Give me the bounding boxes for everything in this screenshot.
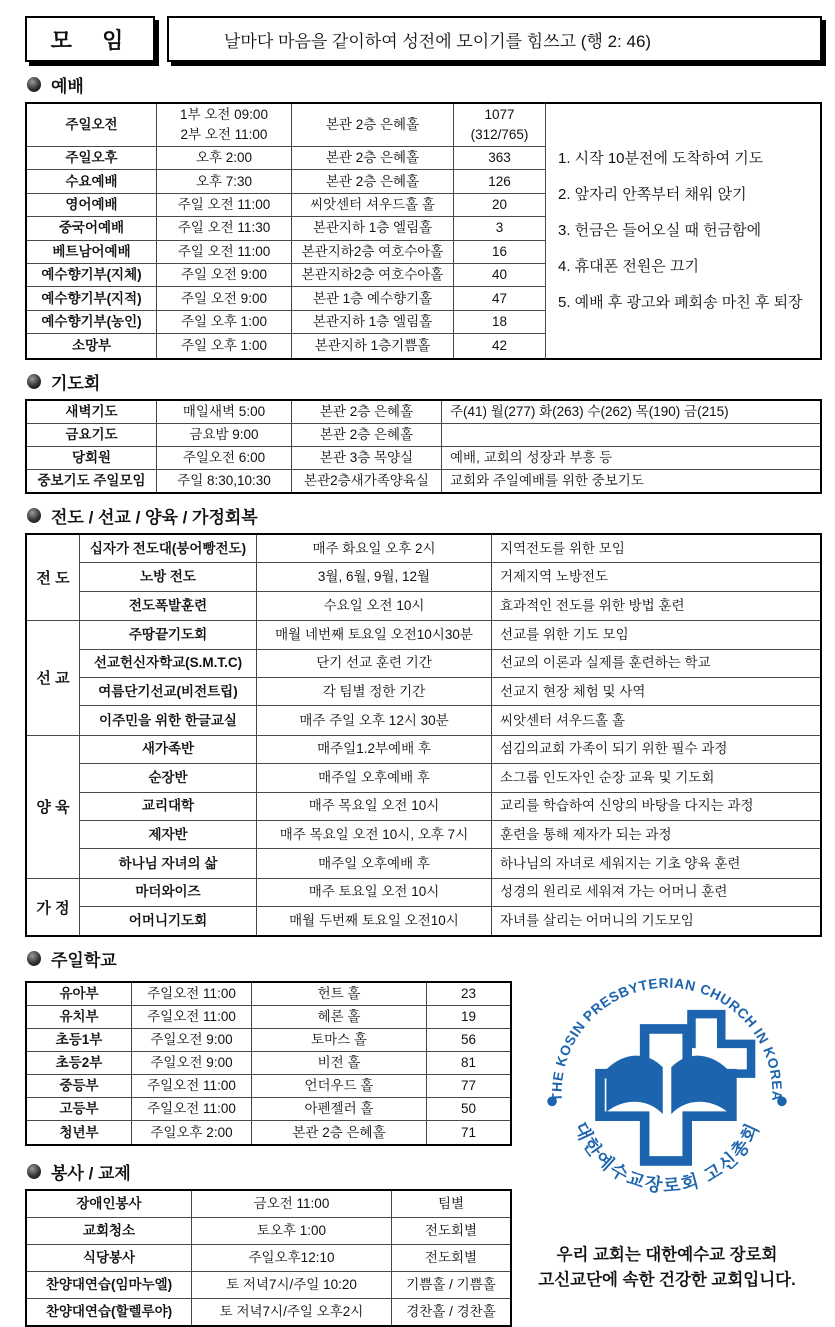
table-cell: 56 xyxy=(460,1032,477,1048)
section-header-ministry xyxy=(27,503,822,528)
table-row xyxy=(27,470,820,493)
table-row xyxy=(27,194,545,217)
table-row xyxy=(27,1191,510,1218)
table-cell: 매주일1.2부예배 후 xyxy=(257,736,492,763)
table-row xyxy=(27,1075,510,1098)
table-cell: 본관 2층 은혜홀 xyxy=(292,401,442,423)
table-cell: 40 xyxy=(491,267,508,283)
logo-arc-top-text: THE KOSIN PRESBYTERIAN CHURCH IN KOREA xyxy=(548,975,786,1103)
table-cell: 1077 (312/765) xyxy=(470,107,529,142)
table-cell: 1부 오전 09:00 2부 오전 11:00 xyxy=(157,104,292,146)
table-cell: 비전 홀 xyxy=(252,1052,427,1074)
table-row xyxy=(27,983,510,1006)
table-cell: 교회와 주일예배를 위한 중보기도 xyxy=(450,472,644,488)
table-row xyxy=(27,1098,510,1121)
table-row xyxy=(27,334,545,357)
table-row xyxy=(80,592,820,620)
section-title: 봉사 / 교제 xyxy=(51,1164,131,1184)
ministry-group-family xyxy=(27,879,820,936)
table-cell: 거제지역 노방전도 xyxy=(500,569,609,585)
table-cell: 2. 앞자리 안쪽부터 채워 앉기 xyxy=(558,185,747,203)
table-cell: 주일 오후 1:00 xyxy=(157,334,292,357)
table-row xyxy=(80,849,820,877)
table-cell: 어머니기도회 xyxy=(80,907,257,935)
table-row xyxy=(546,177,820,213)
table-cell: 19 xyxy=(460,1009,477,1025)
table-cell xyxy=(442,424,820,446)
bottom-area xyxy=(25,937,822,1327)
table-cell: 주일 오전 9:00 xyxy=(157,264,292,286)
table-cell: 중보기도 주일모임 xyxy=(27,470,157,493)
header xyxy=(25,16,822,62)
table-cell: 예배, 교회의 성장과 부흥 등 xyxy=(450,449,613,465)
table-cell: 교리를 학습하여 신앙의 바탕을 다지는 과정 xyxy=(500,798,754,814)
table-cell: 본관 3층 목양실 xyxy=(292,447,442,469)
table-cell: 제자반 xyxy=(80,821,257,848)
service-table xyxy=(25,1189,512,1327)
table-row xyxy=(80,650,820,678)
table-cell: 청년부 xyxy=(27,1121,132,1144)
table-cell: 본관2층새가족양육실 xyxy=(292,470,442,493)
table-cell: 교리대학 xyxy=(80,793,257,820)
table-cell: 유아부 xyxy=(27,983,132,1005)
table-cell: 각 팀별 정한 기간 xyxy=(257,678,492,705)
table-cell: 새벽기도 xyxy=(27,401,157,423)
logo-caption-line: 고신교단에 속한 건강한 교회입니다. xyxy=(538,1271,796,1290)
table-cell: 주일오전 11:00 xyxy=(132,1098,252,1120)
table-cell: 고등부 xyxy=(27,1098,132,1120)
table-cell: 중국어예배 xyxy=(27,217,157,239)
table-cell: 토마스 홀 xyxy=(252,1029,427,1051)
table-row xyxy=(27,264,545,287)
table-cell: 이주민을 위한 한글교실 xyxy=(80,706,257,734)
table-cell: 3. 헌금은 들어오실 때 헌금함에 xyxy=(558,221,762,239)
table-cell: 아펜젤러 홀 xyxy=(252,1098,427,1120)
table-cell: 기쁨홀 / 기쁨홀 xyxy=(406,1276,496,1292)
table-cell: 찬양대연습(할렐루야) xyxy=(27,1299,192,1326)
table-row xyxy=(27,1029,510,1052)
table-cell: 주일오전 xyxy=(27,104,157,146)
table-row xyxy=(27,1245,510,1272)
sunday-school-table xyxy=(25,981,512,1146)
table-cell: 선교의 이론과 실제를 훈련하는 학교 xyxy=(500,655,711,671)
verse-text: 날마다 마음을 같이하여 성전에 모이기를 힘쓰고 (행 2: 46) xyxy=(167,16,822,62)
table-row xyxy=(27,1052,510,1075)
table-cell: 5. 예배 후 광고와 폐회송 마친 후 퇴장 xyxy=(558,293,803,311)
table-cell: 주일오후 xyxy=(27,147,157,169)
table-cell: 주땅끝기도회 xyxy=(80,621,257,648)
table-cell: 오후 2:00 xyxy=(157,147,292,169)
section-title: 기도회 xyxy=(51,373,101,393)
table-cell: 예수향기부(농인) xyxy=(27,311,157,333)
table-cell: 씨앗센터 셔우드홀 홀 xyxy=(500,712,625,728)
table-cell: 본관지하 1층 엘림홀 xyxy=(292,311,454,333)
table-cell: 씨앗센터 셔우드홀 홀 xyxy=(292,194,454,216)
table-cell: 당회원 xyxy=(27,447,157,469)
table-cell: 주일 오전 11:00 xyxy=(157,241,292,263)
table-row xyxy=(27,147,545,170)
table-cell: 본관 2층 은혜홀 xyxy=(292,147,454,169)
table-row xyxy=(27,217,545,240)
group-label: 전 도 xyxy=(27,535,80,620)
table-row xyxy=(27,1218,510,1245)
table-cell: 선교를 위한 기도 모임 xyxy=(500,626,629,642)
table-cell: 선교지 현장 체험 및 사역 xyxy=(500,683,646,699)
table-cell: 3 xyxy=(495,220,504,236)
table-cell: 본관지하2층 여호수아홀 xyxy=(292,264,454,286)
table-row xyxy=(546,249,820,285)
table-cell: 노방 전도 xyxy=(80,563,257,590)
table-cell: 주일 오전 9:00 xyxy=(157,287,292,309)
section-bullet-icon xyxy=(27,951,41,966)
table-cell: 본관지하 1층 엘림홀 xyxy=(292,217,454,239)
table-cell: 전도회별 xyxy=(424,1249,478,1265)
table-cell: 금요기도 xyxy=(27,424,157,446)
table-cell: 훈련을 통해 제자가 되는 과정 xyxy=(500,826,672,842)
table-row xyxy=(80,678,820,706)
table-cell: 매주 토요일 오전 10시 xyxy=(257,879,492,906)
group-label: 양 육 xyxy=(27,736,80,878)
table-cell: 47 xyxy=(491,290,508,306)
table-cell: 예수향기부(지체) xyxy=(27,264,157,286)
table-cell: 선교헌신자학교(S.M.T.C) xyxy=(80,650,257,677)
table-cell: 본관 2층 은혜홀 xyxy=(292,170,454,192)
table-row xyxy=(27,241,545,264)
table-cell: 주일오후 2:00 xyxy=(132,1121,252,1144)
table-cell: 주일 오전 11:00 xyxy=(157,194,292,216)
table-row xyxy=(546,285,820,321)
table-cell: 새가족반 xyxy=(80,736,257,763)
table-cell: 주일오전 9:00 xyxy=(132,1029,252,1051)
table-cell: 본관지하 1층기쁨홀 xyxy=(292,334,454,357)
table-cell: 전도폭발훈련 xyxy=(80,592,257,620)
table-cell: 토 저녁7시/주일 오후2시 xyxy=(192,1299,392,1326)
table-row xyxy=(546,141,820,177)
section-title: 예배 xyxy=(51,77,84,96)
table-cell: 예수향기부(지적) xyxy=(27,287,157,309)
table-row xyxy=(27,1299,510,1326)
worship-section xyxy=(25,102,822,360)
table-cell: 매주 목요일 오전 10시 xyxy=(257,793,492,820)
table-cell: 42 xyxy=(491,337,508,353)
table-row xyxy=(80,535,820,563)
worship-table xyxy=(25,102,545,360)
table-cell: 섬김의교회 가족이 되기 위한 필수 과정 xyxy=(500,741,728,757)
section-bullet-icon xyxy=(27,1164,41,1179)
table-cell: 매주일 오후예배 후 xyxy=(257,849,492,877)
section-title: 주일학교 xyxy=(51,951,117,971)
table-row xyxy=(546,213,820,249)
table-row xyxy=(80,563,820,591)
table-cell: 찬양대연습(임마누엘) xyxy=(27,1272,192,1298)
table-cell: 매일새벽 5:00 xyxy=(157,401,292,423)
table-cell: 363 xyxy=(488,150,511,166)
group-rows xyxy=(80,879,820,936)
logo-area xyxy=(512,937,822,1327)
table-cell: 주일오전 11:00 xyxy=(132,1006,252,1028)
table-cell: 77 xyxy=(460,1078,477,1094)
table-cell: 마더와이즈 xyxy=(80,879,257,906)
table-cell: 팀별 xyxy=(437,1196,465,1212)
table-cell: 매주일 오후예배 후 xyxy=(257,764,492,791)
table-cell: 주일 오후 1:00 xyxy=(157,311,292,333)
table-cell: 하나님 자녀의 삶 xyxy=(80,849,257,877)
logo-arc-bottom-text: 대한예수교장로회 고신총회 xyxy=(570,1119,764,1197)
table-row xyxy=(80,621,820,649)
bottom-tables xyxy=(25,937,512,1327)
table-cell: 주일오전 11:00 xyxy=(132,983,252,1005)
table-cell: 오후 7:30 xyxy=(157,170,292,192)
group-rows xyxy=(80,535,820,620)
table-cell: 본관 1층 예수향기홀 xyxy=(292,287,454,309)
table-cell: 지역전도를 위한 모임 xyxy=(500,540,625,556)
table-cell: 여름단기선교(비전트립) xyxy=(80,678,257,705)
table-cell: 금요밤 9:00 xyxy=(157,424,292,446)
table-cell: 베트남어예배 xyxy=(27,241,157,263)
table-cell: 하나님의 자녀로 세워지는 기초 양육 훈련 xyxy=(500,855,741,871)
table-cell: 71 xyxy=(460,1124,477,1140)
table-cell: 유치부 xyxy=(27,1006,132,1028)
table-cell: 헤론 홀 xyxy=(252,1006,427,1028)
table-cell: 매주 주일 오후 12시 30분 xyxy=(257,706,492,734)
group-rows xyxy=(80,736,820,878)
table-row xyxy=(80,793,820,821)
group-rows xyxy=(80,621,820,735)
table-cell: 주일오전 6:00 xyxy=(157,447,292,469)
table-cell: 3월, 6월, 9월, 12월 xyxy=(257,563,492,590)
table-cell: 주일 8:30,10:30 xyxy=(157,470,292,493)
table-cell: 매주 화요일 오후 2시 xyxy=(257,535,492,562)
table-cell: 영어예배 xyxy=(27,194,157,216)
table-row xyxy=(80,736,820,764)
table-cell: 단기 선교 훈련 기간 xyxy=(257,650,492,677)
table-cell: 본관 2층 은혜홀 xyxy=(292,424,442,446)
table-row xyxy=(80,706,820,734)
table-cell: 금오전 11:00 xyxy=(192,1191,392,1217)
table-cell: 교회청소 xyxy=(27,1218,192,1244)
table-cell: 매주 목요일 오전 10시, 오후 7시 xyxy=(257,821,492,848)
table-row xyxy=(80,764,820,792)
ministry-group-nurture xyxy=(27,736,820,879)
ministry-table xyxy=(25,533,822,937)
page-title: 모 임 xyxy=(25,16,155,62)
table-cell: 헌트 홀 xyxy=(252,983,427,1005)
ministry-group-evangelism xyxy=(27,535,820,621)
table-cell: 초등1부 xyxy=(27,1029,132,1051)
table-row xyxy=(27,170,545,193)
table-cell: 주일 오전 11:30 xyxy=(157,217,292,239)
table-cell: 수요예배 xyxy=(27,170,157,192)
table-cell: 50 xyxy=(460,1101,477,1117)
section-bullet-icon xyxy=(27,508,41,523)
table-cell: 매월 두번째 토요일 오전10시 xyxy=(257,907,492,935)
logo-caption-line: 우리 교회는 대한예수교 장로회 xyxy=(556,1246,778,1265)
section-bullet-icon xyxy=(27,77,41,92)
section-title: 전도 / 선교 / 양육 / 가정회복 xyxy=(51,508,258,528)
table-cell: 18 xyxy=(491,313,508,329)
table-cell: 126 xyxy=(488,173,511,189)
table-row xyxy=(80,879,820,907)
table-cell: 장애인봉사 xyxy=(27,1191,192,1217)
table-row xyxy=(27,447,820,470)
table-cell: 23 xyxy=(460,986,477,1002)
table-row xyxy=(27,1121,510,1144)
section-bullet-icon xyxy=(27,374,41,389)
logo-caption xyxy=(538,1243,795,1293)
section-header-sunday-school xyxy=(27,946,512,971)
table-cell: 본관 2층 은혜홀 xyxy=(292,104,454,146)
table-row xyxy=(80,821,820,849)
table-cell: 본관지하2층 여호수아홀 xyxy=(292,241,454,263)
group-label: 선 교 xyxy=(27,621,80,735)
table-cell: 초등2부 xyxy=(27,1052,132,1074)
table-cell: 주일오후12:10 xyxy=(192,1245,392,1271)
table-row xyxy=(27,401,820,424)
table-cell: 수요일 오전 10시 xyxy=(257,592,492,620)
section-header-prayer xyxy=(27,369,822,394)
table-cell: 토 저녁7시/주일 10:20 xyxy=(192,1272,392,1298)
table-cell: 성경의 원리로 세워져 가는 어머니 훈련 xyxy=(500,884,728,900)
table-cell: 16 xyxy=(491,243,508,259)
table-cell: 자녀를 살리는 어머니의 기도모임 xyxy=(500,913,694,929)
table-cell: 주(41) 월(277) 화(263) 수(262) 목(190) 금(215) xyxy=(450,403,729,419)
table-cell: 순장반 xyxy=(80,764,257,791)
ministry-group-mission xyxy=(27,621,820,736)
table-cell: 주일오전 9:00 xyxy=(132,1052,252,1074)
table-cell: 매월 네번째 토요일 오전10시30분 xyxy=(257,621,492,648)
section-header-service xyxy=(27,1159,512,1184)
table-row xyxy=(27,287,545,310)
table-cell: 전도회별 xyxy=(424,1223,478,1239)
table-cell: 본관 2층 은혜홀 xyxy=(252,1121,427,1144)
group-label: 가 정 xyxy=(27,879,80,936)
table-cell: 경찬홀 / 경찬홀 xyxy=(406,1303,496,1319)
table-cell: 토오후 1:00 xyxy=(192,1218,392,1244)
table-row xyxy=(27,104,545,147)
table-row xyxy=(27,424,820,447)
table-row xyxy=(80,907,820,935)
table-cell: 4. 휴대폰 전원은 끄기 xyxy=(558,257,699,275)
table-row xyxy=(27,1006,510,1029)
table-cell: 1. 시작 10분전에 도착하여 기도 xyxy=(558,149,764,167)
table-cell: 소망부 xyxy=(27,334,157,357)
table-cell: 중등부 xyxy=(27,1075,132,1097)
table-cell: 언더우드 홀 xyxy=(252,1075,427,1097)
worship-notes xyxy=(545,102,822,360)
table-cell: 식당봉사 xyxy=(27,1245,192,1271)
prayer-table xyxy=(25,399,822,495)
table-cell: 효과적인 전도를 위한 방법 훈련 xyxy=(500,597,685,613)
church-logo xyxy=(534,963,800,1229)
table-row xyxy=(27,311,545,334)
table-cell: 81 xyxy=(460,1055,477,1071)
section-header-worship xyxy=(27,72,822,97)
table-cell: 십자가 전도대(붕어빵전도) xyxy=(80,535,257,562)
table-cell: 소그룹 인도자인 순장 교육 및 기도회 xyxy=(500,769,715,785)
table-cell: 주일오전 11:00 xyxy=(132,1075,252,1097)
table-row xyxy=(27,1272,510,1299)
table-cell: 20 xyxy=(491,196,508,212)
